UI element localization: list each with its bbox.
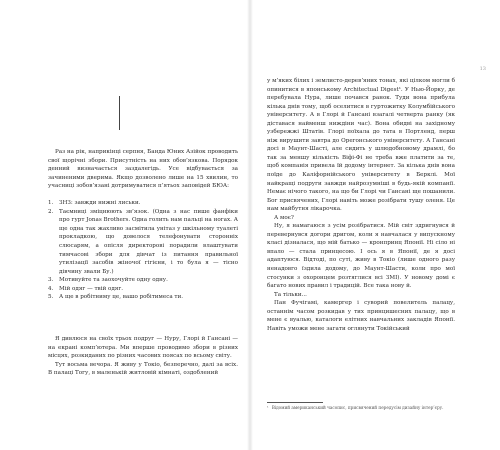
footnote-mark: ¹ [267,405,269,410]
paragraph: Тут восьма вечора. Я живу у Токіо, безперечно, далі за всіх. В палаці Тогу, в маленькій житловій кімнаті, оздоблений [48,361,238,377]
list-item [48,293,238,302]
paragraph: А моє? [274,214,294,221]
list-number: 5. [48,294,54,301]
list-number: 3. [48,277,54,284]
list-item [48,285,238,294]
list-item [48,199,238,208]
paragraph: у м’яких білих і землисто-деревʼяних тонах, які цілком могли б опинитися в японському Architectual Digest¹. У Нью-Йорку, де перебувала Нура, лише почався ранок. Туди вона прибула кілька днів тому, щоб оселитися в гуртожитку Колумбійського університету. А в Глорі й Гансані взагалі четверта ранку (як діставася найменш ниждіни час). Вона обидві на західному узбережжі Штатів. Глорі поїхала до тата в Портленд, перш ніж вирушити завтра до Орегонського університету. А Гансані досі в Маунт-Шасті, але сидить у шлюдобновому драмлі, бо так за меншу кількість Віфі-Фі не треба вже платити за те, щоб компанія привела їй додому інтернет. За кілька днів вона поїде до Каліфорнійського університету в Берклі. Мої найкращі подруги завжди найрозумніші в будь-якій компанії. Немає нічого такого, на що би Глорі чи Гансані ще пошанили. Бог присвячених, Глорі навіть може розібрати тушу оленя. Це нам майбутня лікарочка. [267,78,455,213]
rules-list [48,199,238,302]
footnote [267,405,457,411]
left-page [0,0,249,450]
list-text: Мій одяг — твій одяг. [59,285,124,292]
footnote-text: Відомий американський часопис, присвячений передусім дизайну інтер’єру. [271,405,444,410]
list-text: Таємниці зміцнюють зв’язок. (Одна з нас пише фанфіки про гурт Jonas Brothers. Одна голить нам пальці на ногах. А ще одна так жахливо засмітила унітаз у шкільному туалеті прокладкою, що довелося телефонувати сторонніх слюсарям, а опісля директорові порадили влаштувати тимчасові збори для дівчат із питання правильної утилізації засобів жіночої гігієни, і то була я — тісно дівчину звали Бу.) [59,208,238,275]
list-text: Мотивуйте та заохочуйте одну одну. [59,277,168,284]
right-page [251,0,500,450]
list-text: ЗНЗ: завжди нижні лиськи. [59,200,141,207]
chapter-start-rule [119,96,120,130]
right-text-block [267,77,455,333]
paragraph: Ну, я намагаюся з усім розібратися. Мій світ здригнувся й перевернувся догори дригом, коли я навчалася у випускному класі дізналася, що мій батько — кронпринц Японії. Ні сіло ні впало — стала принцесою. І ось я в Японії, де я досі адаптуюся. Відтоді, по суті, живу в Токіо (лише одного разу ненадовго їздила додому, до Маунт-Шасти, коли про мої стосунки з охоронцем розтяглися всі ЗМІ). У новому домі є багато нових правил і традицій. Все така нову й. [267,223,455,290]
list-number: 1. [48,200,54,207]
list-number: 4. [48,285,54,292]
list-item [48,276,238,285]
list-item [48,208,238,276]
left-text-block-2 [48,335,238,378]
list-number: 2. [48,208,54,215]
paragraph: Я дивлюся на своїх трьох подруг — Нуру, Глорі й Гансані — на екрані комп’ютера. Ми вперше проводимо збори в різних місцях, розкиданих по різних часових поясах по всьому світу. [48,336,238,360]
paragraph: Раз на рік, наприкінці серпня, Банда Юних Азійок проводить свої щорічні збори. Присутність на них обов’язкова. Порядок денний визначається заздалегідь. Усе відбувається за зачиненими дверима. Якщо дозволено лише на 15 хвилин, то учасниці зобов’язані дотримуватися п’ятьох заповідей БЮА: [48,149,238,190]
paragraph: Та тільки... [274,291,307,298]
left-text-block-1 [48,148,238,302]
footnote-rule [267,402,323,403]
page-number: 13 [479,66,486,72]
paragraph: Пан Фучігамі, камергер і суворий повелитель палацу, останнім часом розкидав у тих принцишесних палацу, що в мене є вуалью, каталоги елітних навчальних закладів Японії. Навіть уможи мене загати оглянути Токійський [267,300,455,332]
list-text: А ще в робітниму це, вашо робітимеса ти. [59,294,184,301]
